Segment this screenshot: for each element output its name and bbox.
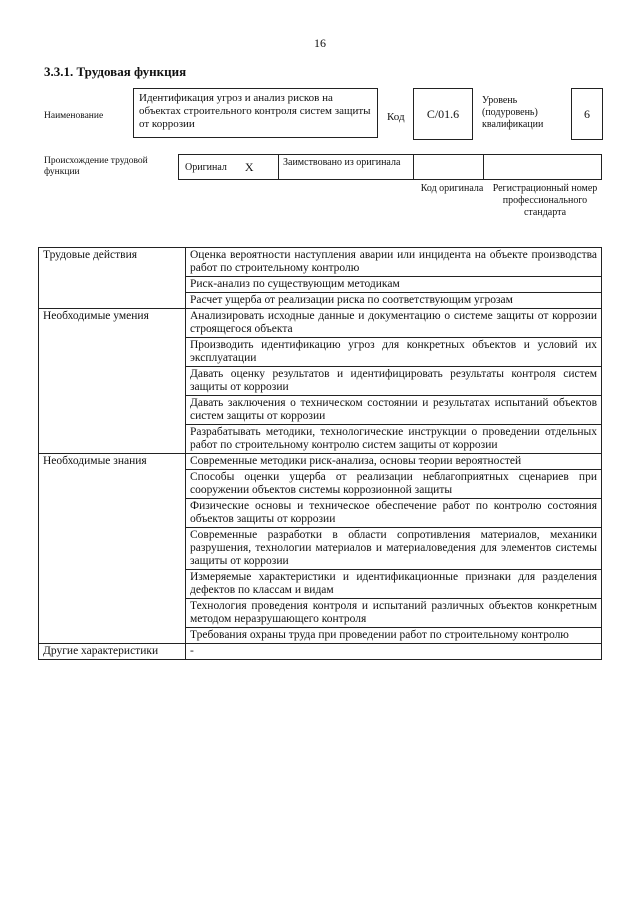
item-cell: Современные методики риск-анализа, основы теории вероятностей <box>186 454 602 470</box>
item-cell: Способы оценки ущерба от реализации неблагоприятных сценариев при сооружении объектов системы коррозионной защиты <box>186 470 602 499</box>
item-cell: Производить идентификацию угроз для конкретных объектов и условий их эксплуатации <box>186 338 602 367</box>
level-value: 6 <box>571 88 603 140</box>
category-cell: Другие характеристики <box>39 644 186 660</box>
item-cell: - <box>186 644 602 660</box>
item-cell: Измеряемые характеристики и идентификационные признаки для разделения дефектов по классам и видам <box>186 570 602 599</box>
table-row <box>39 644 602 660</box>
registration-number-cell <box>484 155 601 179</box>
page-number: 16 <box>314 36 326 50</box>
caption-registration-number: Регистрационный номер профессионального стандарта <box>492 183 598 218</box>
category-cell: Необходимые знания <box>39 454 186 644</box>
item-cell: Технология проведения контроля и испытаний различных объектов конкретным методом неразрушающего контроля <box>186 599 602 628</box>
item-cell: Требования охраны труда при проведении работ по строительному контролю <box>186 628 602 644</box>
category-cell: Трудовые действия <box>39 248 186 309</box>
category-cell: Необходимые умения <box>39 309 186 454</box>
item-cell: Разрабатывать методики, технологические инструкции о проведении отдельных работ по строительному контролю систем защиты от коррозии <box>186 425 602 454</box>
original-mark: X <box>244 159 254 174</box>
item-cell: Современные разработки в области сопротивления материалов, механики разрушения, технологии материалов и материаловедения для элементов системы защиты от коррозии <box>186 528 602 570</box>
level-label <box>482 95 562 131</box>
item-cell: Расчет ущерба от реализации риска по соответствующим угрозам <box>186 293 602 309</box>
item-cell: Физические основы и техническое обеспечение работ по контролю состояния объектов защиты от коррозии <box>186 499 602 528</box>
origin-label <box>44 156 154 178</box>
original-label: Оригинал <box>185 161 227 173</box>
name-label: Наименование <box>44 111 104 121</box>
level-label-text: Уровень (подуровень) квалификации <box>482 95 544 130</box>
code-value: C/01.6 <box>413 88 473 140</box>
origin-original-cell <box>179 155 279 179</box>
origin-row <box>178 154 602 180</box>
item-cell: Оценка вероятности наступления аварии или инцидента на объекте производства работ по строительному контролю <box>186 248 602 277</box>
original-code-cell <box>414 155 484 179</box>
table-row <box>39 454 602 470</box>
code-label: Код <box>387 111 405 123</box>
item-cell: Анализировать исходные данные и документацию о системе защиты от коррозии строящегося объекта <box>186 309 602 338</box>
section-title: 3.3.1. Трудовая функция <box>44 64 187 79</box>
function-table <box>38 247 602 660</box>
table-row <box>39 248 602 277</box>
borrowed-label: Заимствовано из оригинала <box>279 155 414 179</box>
item-cell: Риск-анализ по существующим методикам <box>186 277 602 293</box>
item-cell: Давать оценку результатов и идентифицировать результаты контроля систем защиты от коррозии <box>186 367 602 396</box>
caption-original-code: Код оригинала <box>420 183 484 194</box>
origin-label-text: Происхождение трудовой функции <box>44 156 148 177</box>
function-name: Идентификация угроз и анализ рисков на объектах строительного контроля систем защиты от коррозии <box>133 88 378 138</box>
table-row <box>39 309 602 338</box>
item-cell: Давать заключения о техническом состоянии и результатах испытаний объектов систем защиты от коррозии <box>186 396 602 425</box>
